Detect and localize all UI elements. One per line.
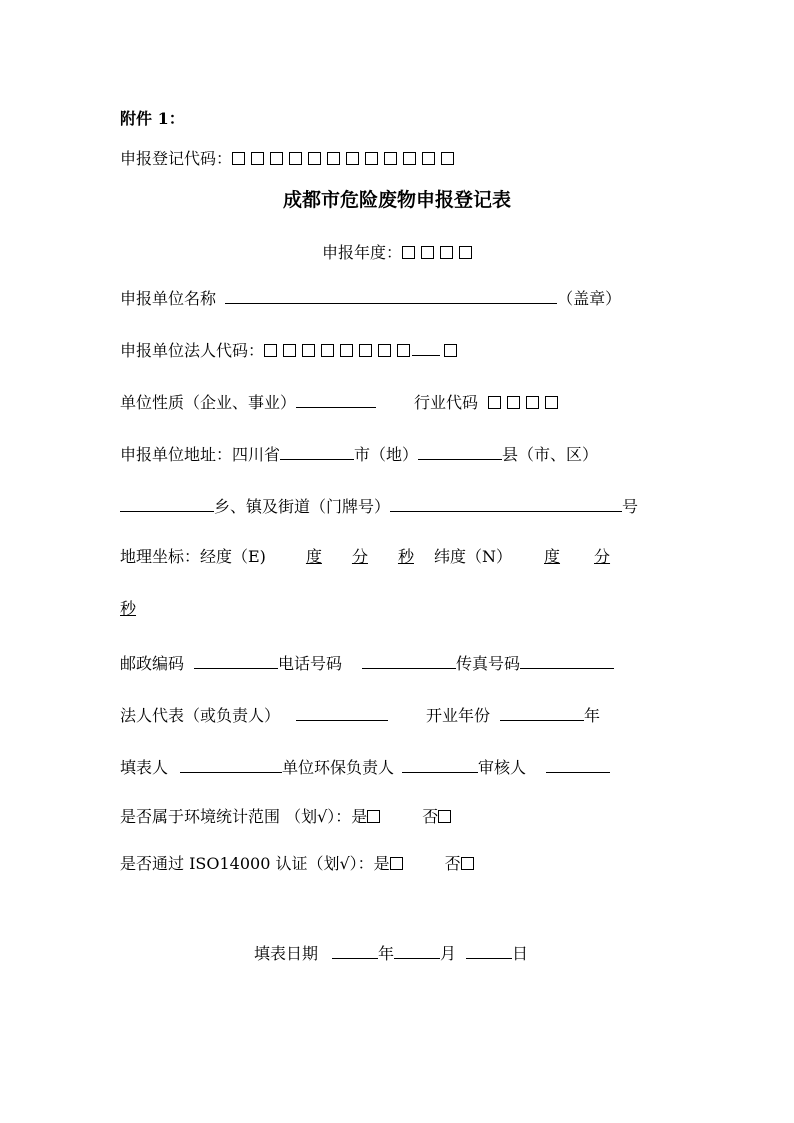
env-person-label: 单位环保负责人 (282, 758, 395, 777)
env-person-field[interactable] (402, 755, 478, 773)
county-label: 县（市、区） (502, 445, 599, 464)
open-year-field[interactable] (500, 703, 584, 721)
legal-code-box[interactable] (283, 344, 296, 357)
date-year-label: 年 (378, 944, 395, 963)
legal-rep-line (120, 703, 600, 727)
reviewer-label: 审核人 (478, 758, 527, 777)
registration-code-box[interactable] (232, 152, 245, 165)
legal-rep-field[interactable] (296, 703, 388, 721)
registration-code-box[interactable] (308, 152, 321, 165)
town-field[interactable] (120, 494, 214, 512)
registration-code-box[interactable] (365, 152, 378, 165)
unit-name-line (120, 286, 621, 310)
latitude-degree: 度 (544, 547, 561, 566)
longitude-degree: 度 (305, 547, 322, 566)
registration-code-boxes[interactable] (232, 149, 454, 168)
latitude-minute: 分 (594, 547, 611, 566)
unit-nature-line (120, 390, 558, 414)
legal-code-box[interactable] (340, 344, 353, 357)
longitude-second: 秒 (397, 547, 414, 566)
industry-code-label: 行业代码 (414, 393, 479, 412)
coordinates-cont-line (120, 598, 156, 620)
phone-label: 电话号码 (278, 654, 343, 673)
phone-field[interactable] (362, 651, 456, 669)
city-field[interactable] (280, 442, 354, 460)
address-line (120, 442, 598, 466)
unit-nature-field[interactable] (296, 390, 376, 408)
env-stat-yes-checkbox[interactable] (367, 810, 380, 823)
filler-label: 填表人 (120, 758, 169, 777)
registration-code-box[interactable] (251, 152, 264, 165)
longitude-minute: 分 (351, 547, 368, 566)
longitude-field[interactable] (276, 547, 424, 566)
env-stat-label: 是否属于环境统计范围 （划√）：是 (120, 807, 368, 826)
iso-line (120, 853, 474, 875)
latitude-second-field[interactable] (120, 599, 156, 618)
industry-code-box[interactable] (526, 396, 539, 409)
filler-field[interactable] (180, 755, 282, 773)
declaration-year-box[interactable] (440, 246, 453, 259)
legal-code-box[interactable] (378, 344, 391, 357)
date-day-field[interactable] (466, 941, 512, 959)
declaration-year-box[interactable] (421, 246, 434, 259)
unit-name-label: 申报单位名称 (120, 289, 217, 308)
env-stat-no-label: 否 (422, 807, 439, 826)
unit-nature-label: 单位性质（企业、事业） (120, 393, 297, 412)
registration-code-box[interactable] (441, 152, 454, 165)
registration-code-box[interactable] (422, 152, 435, 165)
legal-code-box[interactable] (321, 344, 334, 357)
city-label: 市（地） (354, 445, 419, 464)
date-year-field[interactable] (332, 941, 378, 959)
legal-code-boxes[interactable] (264, 341, 410, 360)
industry-code-box[interactable] (545, 396, 558, 409)
fillers-line (120, 755, 610, 779)
date-month-label: 月 (440, 944, 457, 963)
year-unit-label: 年 (584, 706, 601, 725)
legal-rep-label: 法人代表（或负责人） (120, 706, 281, 725)
street-number-field[interactable] (390, 494, 622, 512)
fax-field[interactable] (520, 651, 614, 669)
registration-code-box[interactable] (327, 152, 340, 165)
registration-code-box[interactable] (384, 152, 397, 165)
street-line (120, 494, 638, 518)
legal-code-box[interactable] (397, 344, 410, 357)
iso-no-checkbox[interactable] (461, 857, 474, 870)
legal-code-label-text: 申报单位法人代码： (120, 341, 265, 360)
reviewer-field[interactable] (546, 755, 610, 773)
latitude-label: 纬度（N） (433, 547, 512, 566)
declaration-year-box[interactable] (459, 246, 472, 259)
form-title: 成都市危险废物申报登记表 (282, 189, 511, 211)
registration-code-box[interactable] (289, 152, 302, 165)
industry-code-box[interactable] (488, 396, 501, 409)
legal-code-box[interactable] (359, 344, 372, 357)
legal-code-line (120, 338, 457, 362)
env-stat-line (120, 806, 451, 828)
declaration-year-box[interactable] (402, 246, 415, 259)
registration-code-box[interactable] (270, 152, 283, 165)
stamp-label: （盖章） (557, 289, 622, 308)
address-label: 申报单位地址：四川省 (120, 445, 281, 464)
open-year-label: 开业年份 (426, 706, 491, 725)
date-line (254, 941, 528, 965)
legal-code-box[interactable] (302, 344, 315, 357)
declaration-year-line (0, 242, 794, 264)
fax-label: 传真号码 (456, 654, 521, 673)
date-day-label: 日 (512, 944, 529, 963)
attachment-label: 附件 1： (120, 109, 185, 128)
number-label: 号 (622, 497, 639, 516)
declaration-year-label: 申报年度： (321, 243, 402, 262)
longitude-label: 地理坐标：经度（E) (120, 547, 266, 566)
registration-code-box[interactable] (346, 152, 359, 165)
registration-code-box[interactable] (403, 152, 416, 165)
date-month-field[interactable] (394, 941, 440, 959)
env-stat-no-checkbox[interactable] (438, 810, 451, 823)
legal-code-check-box[interactable] (444, 344, 457, 357)
coordinates-line (120, 546, 610, 568)
legal-code-box[interactable] (264, 344, 277, 357)
industry-code-boxes[interactable] (488, 393, 558, 412)
postal-code-field[interactable] (194, 651, 278, 669)
latitude-second: 秒 (120, 599, 137, 618)
date-label: 填表日期 (254, 944, 319, 963)
industry-code-box[interactable] (507, 396, 520, 409)
county-field[interactable] (418, 442, 502, 460)
unit-name-field[interactable] (225, 286, 557, 304)
iso-yes-checkbox[interactable] (390, 857, 403, 870)
iso-label: 是否通过 ISO14000 认证（划√）：是 (120, 854, 390, 873)
declaration-year-boxes[interactable] (402, 243, 472, 262)
iso-no-label: 否 (444, 854, 461, 873)
registration-code-line (120, 148, 454, 170)
legal-code-check-blank[interactable] (412, 338, 440, 356)
latitude-field[interactable] (518, 547, 610, 566)
town-label: 乡、镇及街道（门牌号） (214, 497, 391, 516)
postal-code-label: 邮政编码 (120, 654, 185, 673)
contact-line (120, 651, 614, 675)
registration-code-label: 申报登记代码： (120, 149, 233, 168)
